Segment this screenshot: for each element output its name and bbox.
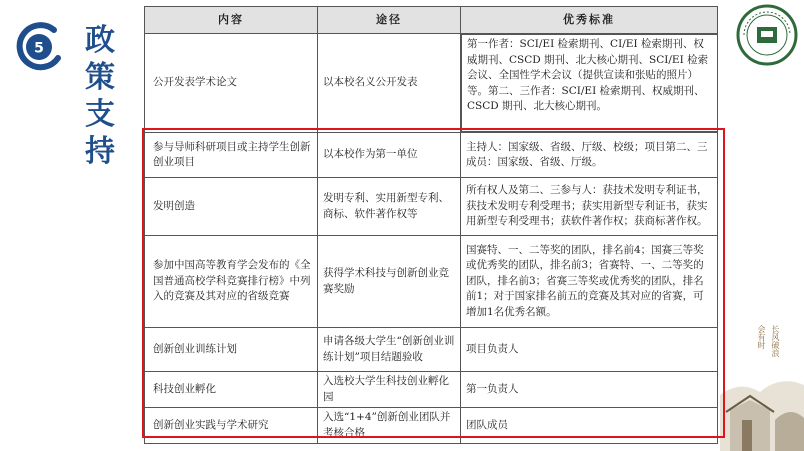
poem-line: 会有时 — [757, 325, 766, 349]
cell-path: 入选“1+4”创新创业团队并考核合格 — [318, 408, 461, 444]
cell-path: 获得学术科技与创新创业竞赛奖励 — [318, 236, 461, 328]
cell-path: 发明专利、实用新型专利、商标、软件著作权等 — [318, 178, 461, 236]
section-number-badge — [14, 22, 64, 72]
badge-number: 5 — [34, 40, 44, 57]
cell-standard: 第一负责人 — [461, 372, 718, 408]
cell-content: 科技创业孵化 — [145, 372, 318, 408]
cell-standard: 所有权人及第二、三参与人：获技术发明专利证书，获技术发明专利受理书；获实用新型专利证书，获实用新型专利受理书；获软件著作权；获商标著作权。 — [461, 178, 718, 236]
cell-content: 创新创业实践与学术研究 — [145, 408, 318, 444]
university-logo — [736, 4, 798, 66]
side-title-char: 策 — [85, 60, 115, 95]
cell-standard: 第一作者：SCI/EI 检索期刊、CI/EI 检索期刊、权威期刊、CSCD 期刊、北大核心期刊、SCI/EI 检索会议、全国性学术会议（提供宣读和张贴的照片）等。第二、三作者：SCI/EI 检索期刊、权威期刊、CSCD 期刊、北大核心期刊。 — [461, 34, 718, 132]
highlight-box — [142, 128, 725, 438]
decorative-scenery — [720, 300, 804, 451]
cell-content: 发明创造 — [145, 178, 318, 236]
side-title-char: 政 — [85, 23, 115, 58]
cell-content: 公开发表学术论文 — [145, 34, 318, 133]
side-title-char: 持 — [85, 134, 115, 169]
cell-standard: 团队成员 — [461, 408, 718, 444]
cell-content: 参与导师科研项目或主持学生创新创业项目 — [145, 133, 318, 178]
cell-standard: 主持人：国家级、省级、厅级、校级；项目第二、三成员：国家级、省级、厅级。 — [461, 133, 718, 178]
poem-line: 长风破浪 — [771, 325, 780, 357]
cell-content: 创新创业训练计划 — [145, 328, 318, 372]
table-row — [145, 34, 718, 133]
table-header-row — [145, 7, 718, 34]
cell-standard: 国赛特、一、二等奖的团队，排名前4；国赛三等奖或优秀奖的团队，排名前3；省赛特、一、二等奖的团队，排名前3；省赛三等奖或优秀奖的团队，排名前1；对于国家排名前五的竞赛及其对应的省赛，可增加1名优秀名额。 — [461, 236, 718, 328]
cell-path: 以本校作为第一单位 — [318, 133, 461, 178]
cell-standard: 项目负责人 — [461, 328, 718, 372]
side-title-char: 支 — [85, 97, 115, 132]
column-header-path: 途径 — [318, 7, 461, 34]
cell-path: 申请各级大学生“创新创业训练计划”项目结题验收 — [318, 328, 461, 372]
cell-path: 以本校名义公开发表 — [318, 34, 461, 133]
cell-path: 入选校大学生科技创业孵化园 — [318, 372, 461, 408]
column-header-standard: 优秀标准 — [461, 7, 718, 34]
column-header-content: 内容 — [145, 7, 318, 34]
cell-content: 参加中国高等教育学会发布的《全国普通高校学科竞赛排行榜》中列入的竞赛及其对应的省级竞赛 — [145, 236, 318, 328]
side-title — [80, 22, 120, 170]
